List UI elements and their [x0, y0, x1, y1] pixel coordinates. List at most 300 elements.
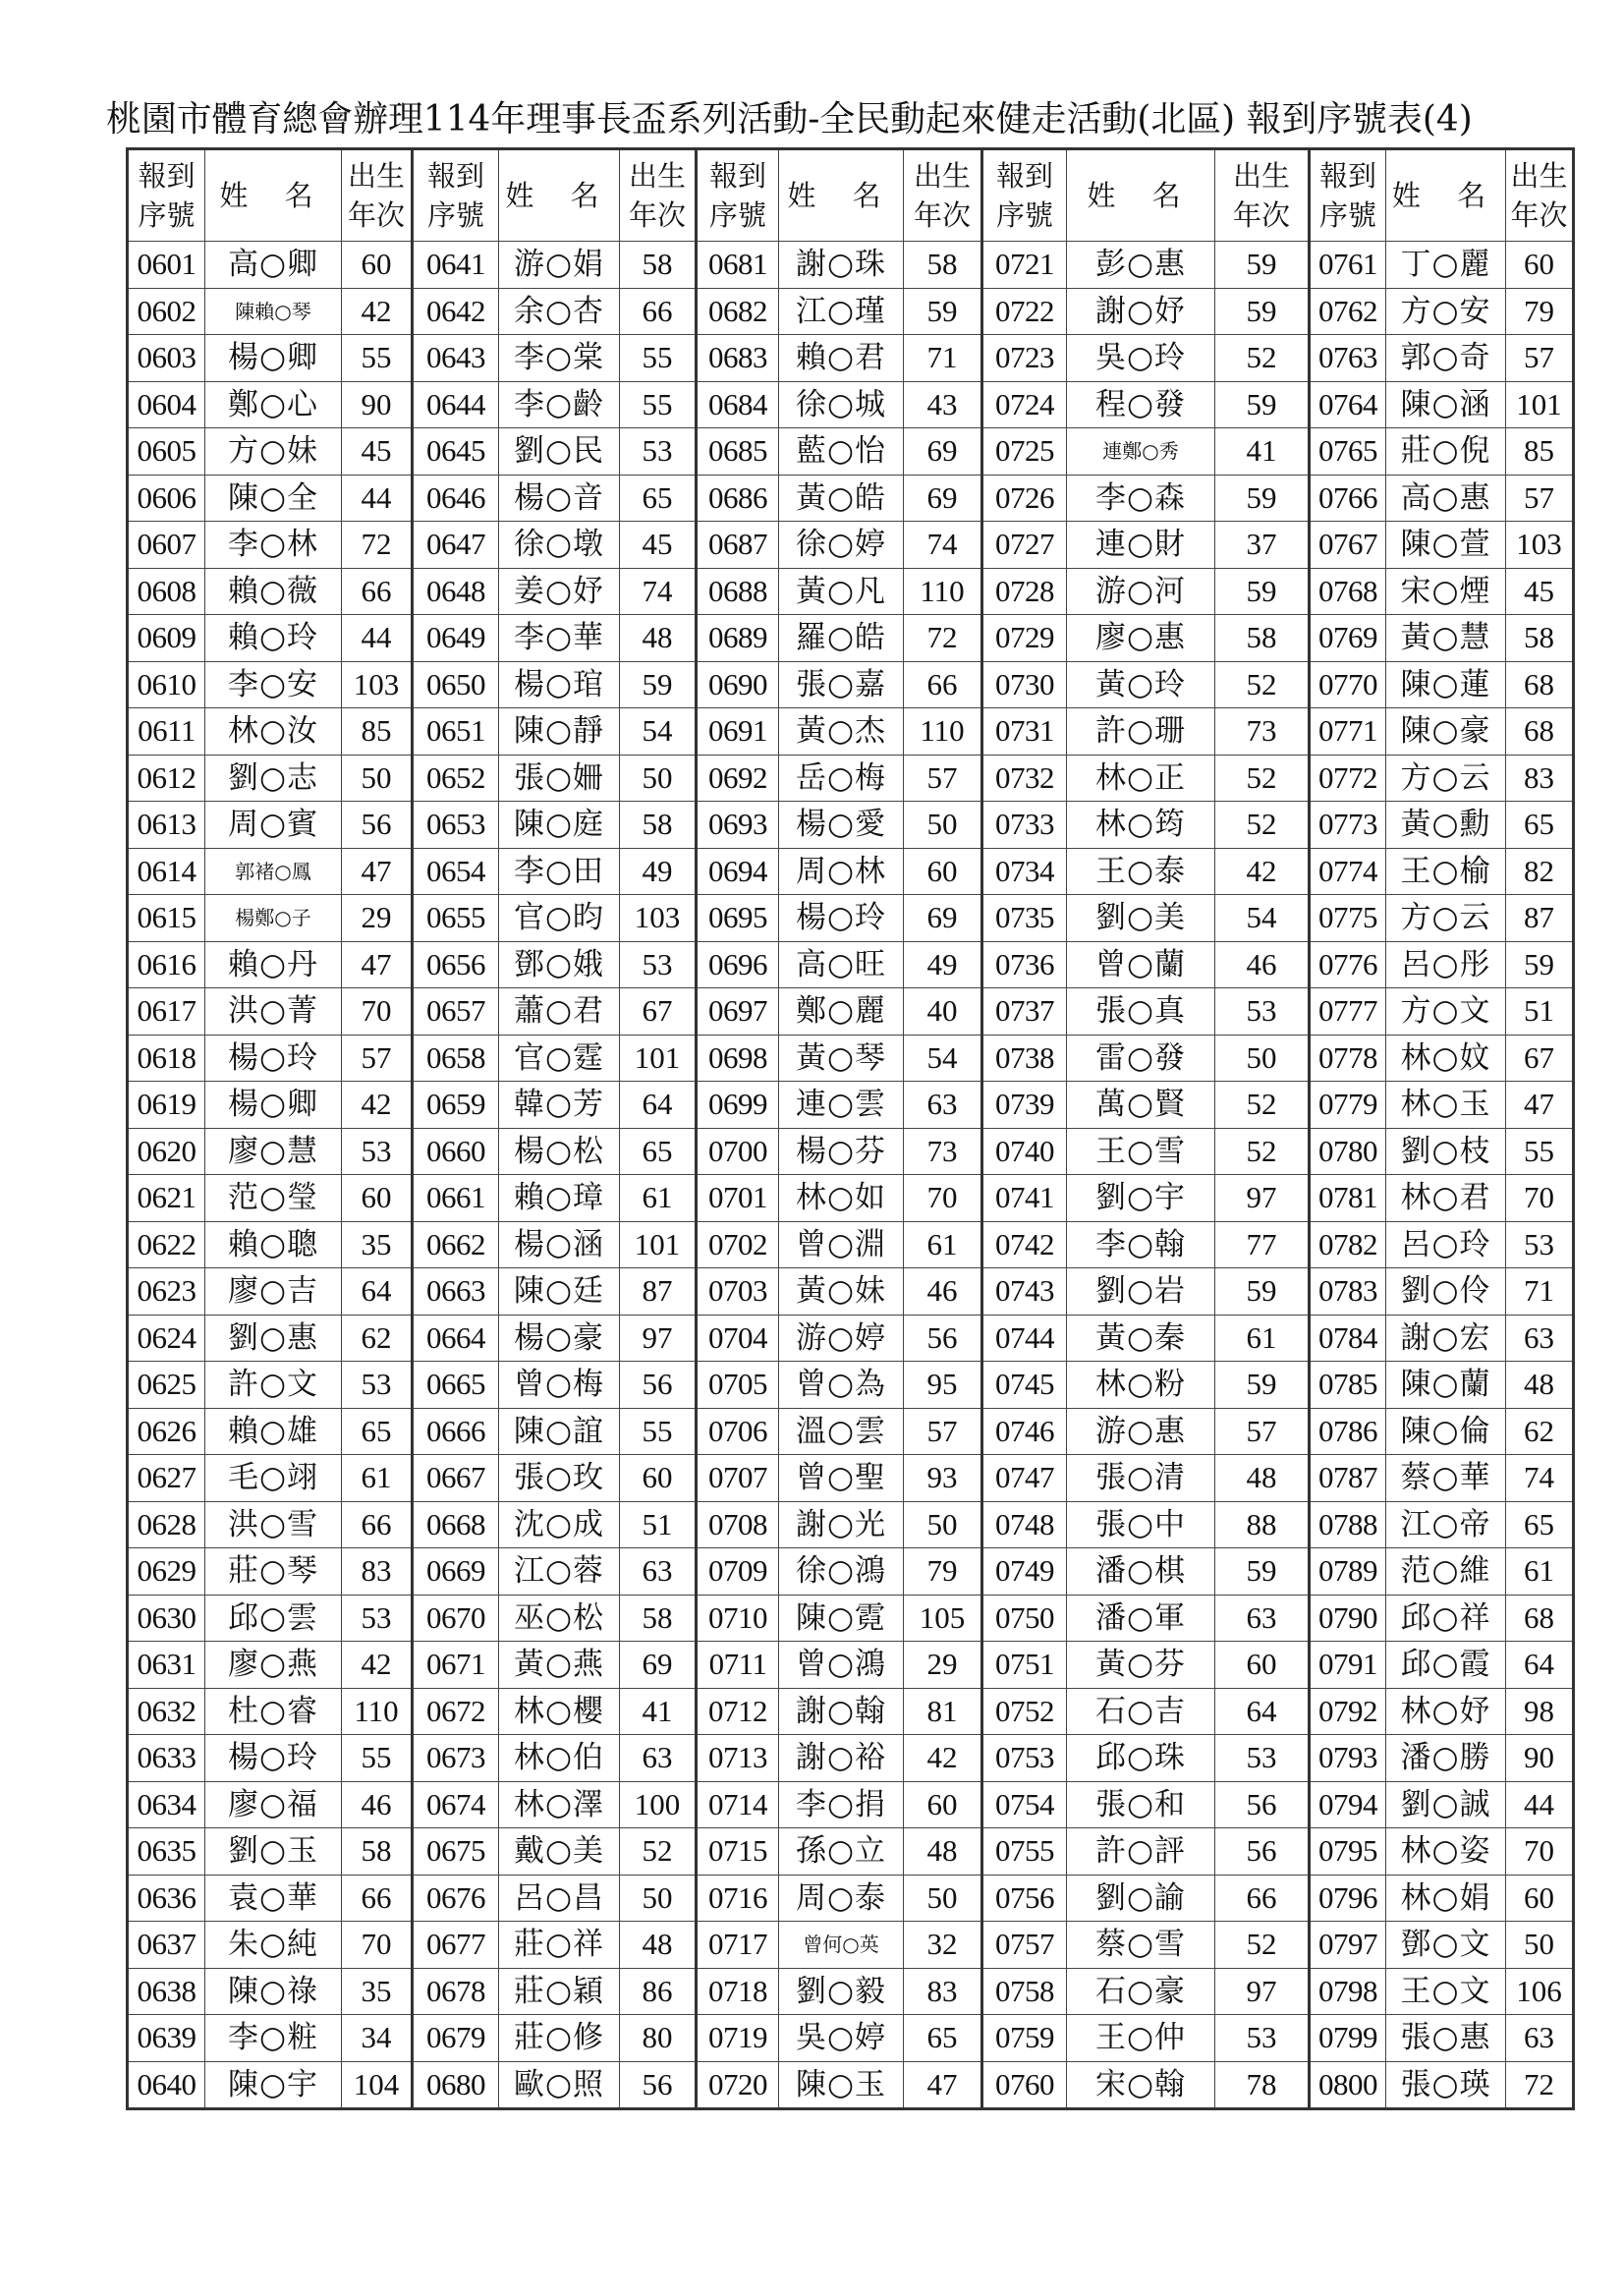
participant-name: 張○惠: [1386, 2015, 1506, 2062]
check-in-number: 0616: [128, 941, 205, 988]
birth-year: 53: [1506, 1221, 1574, 1268]
participant-name: 劉○伶: [1386, 1268, 1506, 1316]
birth-year: 69: [904, 475, 982, 522]
participant-name: 賴○薇: [205, 568, 342, 615]
birth-year: 70: [342, 988, 413, 1036]
participant-name: 莊○祥: [499, 1922, 620, 1969]
participant-name: 張○真: [1067, 988, 1215, 1036]
birth-year: 110: [904, 568, 982, 615]
participant-name: 楊○玲: [205, 1035, 342, 1082]
birth-year: 86: [620, 1968, 697, 2015]
check-in-number: 0744: [982, 1315, 1067, 1362]
participant-name: 林○粉: [1067, 1362, 1215, 1409]
participant-name: 張○姍: [499, 755, 620, 802]
participant-name: 劉○諭: [1067, 1875, 1215, 1922]
check-in-number: 0683: [697, 335, 779, 382]
birth-year: 55: [620, 1408, 697, 1455]
header-label: 報到: [995, 159, 1053, 193]
header-label: 姓 名: [1087, 179, 1195, 212]
check-in-number: 0689: [697, 615, 779, 662]
birth-year: 103: [1506, 522, 1574, 569]
participant-name: 林○筠: [1067, 802, 1215, 849]
participant-name: 曾○聖: [779, 1455, 904, 1502]
birth-year: 60: [620, 1455, 697, 1502]
participant-name: 呂○玲: [1386, 1221, 1506, 1268]
header-label: 出生: [628, 159, 686, 193]
participant-name: 廖○福: [205, 1781, 342, 1828]
birth-year: 74: [904, 522, 982, 569]
check-in-number: 0658: [413, 1035, 499, 1082]
participant-name: 徐○城: [779, 381, 904, 428]
participant-name: 余○杏: [499, 288, 620, 335]
birth-year: 59: [1215, 475, 1310, 522]
table-row: [128, 428, 1574, 476]
birth-year: 73: [1215, 708, 1310, 756]
participant-name: 劉○民: [499, 428, 620, 476]
check-in-number: 0798: [1310, 1968, 1386, 2015]
participant-name: 沈○成: [499, 1501, 620, 1548]
participant-name: 李○翰: [1067, 1221, 1215, 1268]
participant-name: 黃○凡: [779, 568, 904, 615]
birth-year: 56: [620, 1362, 697, 1409]
participant-name: 鄧○娥: [499, 941, 620, 988]
check-in-number: 0633: [128, 1735, 205, 1782]
check-in-number: 0796: [1310, 1875, 1386, 1922]
birth-year: 110: [904, 708, 982, 756]
check-in-number: 0653: [413, 802, 499, 849]
participant-name: 劉○志: [205, 755, 342, 802]
participant-name: 楊鄭○子: [205, 895, 342, 942]
birth-year: 50: [904, 1875, 982, 1922]
participant-name: 官○霆: [499, 1035, 620, 1082]
birth-year: 55: [1506, 1128, 1574, 1175]
participant-name: 林○玉: [1386, 1082, 1506, 1129]
header-check-in-number: [128, 149, 205, 242]
header-check-in-number: [697, 149, 779, 242]
birth-year: 101: [1506, 381, 1574, 428]
birth-year: 85: [1506, 428, 1574, 476]
participant-name: 石○豪: [1067, 1968, 1215, 2015]
birth-year: 81: [904, 1688, 982, 1735]
birth-year: 88: [1215, 1501, 1310, 1548]
birth-year: 53: [620, 941, 697, 988]
birth-year: 52: [1215, 1082, 1310, 1129]
participant-name: 袁○華: [205, 1875, 342, 1922]
header-birth-year: [1506, 149, 1574, 242]
birth-year: 69: [620, 1642, 697, 1689]
participant-name: 蕭○君: [499, 988, 620, 1036]
check-in-number: 0648: [413, 568, 499, 615]
participant-name: 藍○怡: [779, 428, 904, 476]
participant-name: 周○賓: [205, 802, 342, 849]
participant-name: 謝○妤: [1067, 288, 1215, 335]
birth-year: 53: [342, 1595, 413, 1642]
check-in-number: 0783: [1310, 1268, 1386, 1316]
birth-year: 106: [1506, 1968, 1574, 2015]
participant-name: 高○惠: [1386, 475, 1506, 522]
birth-year: 47: [342, 848, 413, 895]
participant-name: 黃○玲: [1067, 661, 1215, 708]
participant-name: 江○帝: [1386, 1501, 1506, 1548]
participant-name: 楊○卿: [205, 1082, 342, 1129]
participant-name: 劉○岩: [1067, 1268, 1215, 1316]
birth-year: 87: [1506, 895, 1574, 942]
birth-year: 41: [620, 1688, 697, 1735]
participant-name: 范○瑩: [205, 1175, 342, 1222]
check-in-number: 0731: [982, 708, 1067, 756]
participant-name: 劉○誠: [1386, 1781, 1506, 1828]
check-in-number: 0742: [982, 1221, 1067, 1268]
birth-year: 48: [1215, 1455, 1310, 1502]
birth-year: 58: [620, 242, 697, 289]
birth-year: 103: [620, 895, 697, 942]
table-row: [128, 1268, 1574, 1316]
participant-name: 洪○雪: [205, 1501, 342, 1548]
header-name: [779, 149, 904, 242]
check-in-number: 0670: [413, 1595, 499, 1642]
header-birth-year: [904, 149, 982, 242]
participant-name: 潘○棋: [1067, 1548, 1215, 1596]
check-in-number: 0722: [982, 288, 1067, 335]
header-label: 序號: [138, 198, 196, 232]
check-in-number: 0655: [413, 895, 499, 942]
page-title: 桃園市體育總會辦理114年理事長盃系列活動-全民動起來健走活動(北區) 報到序號表(4): [106, 99, 1473, 140]
birth-year: 41: [1215, 428, 1310, 476]
check-in-number: 0726: [982, 475, 1067, 522]
check-in-number: 0654: [413, 848, 499, 895]
participant-name: 劉○玉: [205, 1828, 342, 1876]
check-in-number: 0723: [982, 335, 1067, 382]
participant-name: 陳○倫: [1386, 1408, 1506, 1455]
table-row: [128, 1362, 1574, 1409]
check-in-number: 0627: [128, 1455, 205, 1502]
birth-year: 68: [1506, 708, 1574, 756]
participant-name: 方○妹: [205, 428, 342, 476]
birth-year: 52: [1215, 1922, 1310, 1969]
participant-name: 程○發: [1067, 381, 1215, 428]
participant-name: 李○華: [499, 615, 620, 662]
participant-name: 李○林: [205, 522, 342, 569]
check-in-number: 0686: [697, 475, 779, 522]
participant-name: 許○珊: [1067, 708, 1215, 756]
birth-year: 42: [342, 1082, 413, 1129]
check-in-number: 0740: [982, 1128, 1067, 1175]
check-in-number: 0794: [1310, 1781, 1386, 1828]
check-in-number: 0680: [413, 2061, 499, 2109]
check-in-number: 0703: [697, 1268, 779, 1316]
birth-year: 53: [1215, 1735, 1310, 1782]
header-label: 報到: [1318, 159, 1376, 193]
check-in-number: 0736: [982, 941, 1067, 988]
birth-year: 48: [620, 615, 697, 662]
participant-name: 莊○穎: [499, 1968, 620, 2015]
birth-year: 58: [620, 802, 697, 849]
participant-name: 陳○宇: [205, 2061, 342, 2109]
check-in-number: 0652: [413, 755, 499, 802]
birth-year: 78: [1215, 2061, 1310, 2109]
check-in-number: 0747: [982, 1455, 1067, 1502]
participant-name: 姜○妤: [499, 568, 620, 615]
check-in-number: 0799: [1310, 2015, 1386, 2062]
header-check-in-number: [982, 149, 1067, 242]
participant-name: 楊○松: [499, 1128, 620, 1175]
birth-year: 71: [1506, 1268, 1574, 1316]
table-row: [128, 1735, 1574, 1782]
participant-name: 陳○庭: [499, 802, 620, 849]
check-in-number: 0620: [128, 1128, 205, 1175]
check-in-number: 0751: [982, 1642, 1067, 1689]
check-in-number: 0665: [413, 1362, 499, 1409]
participant-name: 徐○墩: [499, 522, 620, 569]
birth-year: 35: [342, 1968, 413, 2015]
participant-name: 游○娟: [499, 242, 620, 289]
birth-year: 68: [1506, 661, 1574, 708]
check-in-number: 0650: [413, 661, 499, 708]
birth-year: 48: [1506, 1362, 1574, 1409]
birth-year: 61: [1215, 1315, 1310, 1362]
participant-name: 洪○菁: [205, 988, 342, 1036]
participant-name: 林○娟: [1386, 1875, 1506, 1922]
participant-name: 林○汝: [205, 708, 342, 756]
check-in-number: 0739: [982, 1082, 1067, 1129]
birth-year: 60: [904, 848, 982, 895]
birth-year: 42: [1215, 848, 1310, 895]
birth-year: 35: [342, 1221, 413, 1268]
check-in-number: 0777: [1310, 988, 1386, 1036]
participant-name: 潘○軍: [1067, 1595, 1215, 1642]
birth-year: 63: [1506, 1315, 1574, 1362]
birth-year: 66: [620, 288, 697, 335]
birth-year: 83: [1506, 755, 1574, 802]
participant-name: 曾○淵: [779, 1221, 904, 1268]
participant-name: 連○財: [1067, 522, 1215, 569]
table-row: [128, 381, 1574, 428]
participant-name: 潘○勝: [1386, 1735, 1506, 1782]
check-in-number: 0615: [128, 895, 205, 942]
table-row: [128, 2061, 1574, 2109]
birth-year: 65: [1506, 802, 1574, 849]
birth-year: 52: [1215, 335, 1310, 382]
check-in-number: 0695: [697, 895, 779, 942]
birth-year: 105: [904, 1595, 982, 1642]
check-in-number: 0774: [1310, 848, 1386, 895]
check-in-number: 0623: [128, 1268, 205, 1316]
birth-year: 50: [904, 802, 982, 849]
participant-name: 鄭○心: [205, 381, 342, 428]
check-in-number: 0667: [413, 1455, 499, 1502]
participant-name: 李○田: [499, 848, 620, 895]
birth-year: 60: [1506, 1875, 1574, 1922]
participant-name: 廖○慧: [205, 1128, 342, 1175]
check-in-number: 0668: [413, 1501, 499, 1548]
birth-year: 93: [904, 1455, 982, 1502]
birth-year: 72: [342, 522, 413, 569]
birth-year: 50: [1506, 1922, 1574, 1969]
table-row: [128, 802, 1574, 849]
birth-year: 58: [620, 1595, 697, 1642]
table-row: [128, 2015, 1574, 2062]
birth-year: 83: [342, 1548, 413, 1596]
header-label: 出生: [1510, 159, 1568, 193]
participant-name: 雷○發: [1067, 1035, 1215, 1082]
birth-year: 51: [1506, 988, 1574, 1036]
participant-name: 賴○君: [779, 335, 904, 382]
header-label: 年次: [1510, 198, 1568, 232]
participant-name: 楊○涵: [499, 1221, 620, 1268]
birth-year: 98: [1506, 1688, 1574, 1735]
check-in-number: 0714: [697, 1781, 779, 1828]
birth-year: 48: [904, 1828, 982, 1876]
birth-year: 69: [904, 428, 982, 476]
birth-year: 54: [1215, 895, 1310, 942]
birth-year: 52: [1215, 755, 1310, 802]
check-in-number: 0784: [1310, 1315, 1386, 1362]
birth-year: 58: [904, 242, 982, 289]
check-in-number: 0608: [128, 568, 205, 615]
birth-year: 65: [620, 1128, 697, 1175]
birth-year: 59: [1506, 941, 1574, 988]
participant-name: 賴○玲: [205, 615, 342, 662]
check-in-number: 0630: [128, 1595, 205, 1642]
check-in-number: 0632: [128, 1688, 205, 1735]
participant-name: 溫○雲: [779, 1408, 904, 1455]
check-in-number: 0728: [982, 568, 1067, 615]
participant-name: 莊○倪: [1386, 428, 1506, 476]
check-in-number: 0613: [128, 802, 205, 849]
birth-year: 58: [1215, 615, 1310, 662]
birth-year: 56: [1215, 1828, 1310, 1876]
participant-name: 黃○秦: [1067, 1315, 1215, 1362]
birth-year: 53: [1215, 2015, 1310, 2062]
check-in-number: 0677: [413, 1922, 499, 1969]
table-row: [128, 895, 1574, 942]
birth-year: 90: [342, 381, 413, 428]
table-row: [128, 661, 1574, 708]
participant-name: 曾○鴻: [779, 1642, 904, 1689]
check-in-number: 0707: [697, 1455, 779, 1502]
birth-year: 70: [342, 1922, 413, 1969]
check-in-number: 0729: [982, 615, 1067, 662]
birth-year: 59: [1215, 568, 1310, 615]
check-in-number: 0766: [1310, 475, 1386, 522]
check-in-number: 0642: [413, 288, 499, 335]
check-in-number: 0605: [128, 428, 205, 476]
participant-name: 張○和: [1067, 1781, 1215, 1828]
birth-year: 73: [904, 1128, 982, 1175]
participant-name: 郭○奇: [1386, 335, 1506, 382]
birth-year: 56: [342, 802, 413, 849]
participant-name: 楊○愛: [779, 802, 904, 849]
participant-name: 林○姿: [1386, 1828, 1506, 1876]
participant-name: 劉○惠: [205, 1315, 342, 1362]
check-in-number: 0644: [413, 381, 499, 428]
participant-name: 韓○芳: [499, 1082, 620, 1129]
participant-name: 王○泰: [1067, 848, 1215, 895]
birth-year: 67: [1506, 1035, 1574, 1082]
check-in-number: 0773: [1310, 802, 1386, 849]
birth-year: 50: [904, 1501, 982, 1548]
participant-name: 方○文: [1386, 988, 1506, 1036]
birth-year: 57: [1215, 1408, 1310, 1455]
participant-name: 吳○婷: [779, 2015, 904, 2062]
check-in-number: 0793: [1310, 1735, 1386, 1782]
participant-name: 黃○杰: [779, 708, 904, 756]
check-in-number: 0602: [128, 288, 205, 335]
birth-year: 95: [904, 1362, 982, 1409]
check-in-number: 0756: [982, 1875, 1067, 1922]
header-label: 年次: [628, 198, 686, 232]
birth-year: 52: [1215, 1128, 1310, 1175]
birth-year: 53: [342, 1362, 413, 1409]
participant-name: 賴○聰: [205, 1221, 342, 1268]
participant-name: 彭○惠: [1067, 242, 1215, 289]
check-in-number: 0738: [982, 1035, 1067, 1082]
header-label: 出生: [913, 159, 971, 193]
check-in-number: 0734: [982, 848, 1067, 895]
participant-name: 鄭○麗: [779, 988, 904, 1036]
participant-name: 吳○玲: [1067, 335, 1215, 382]
participant-name: 莊○修: [499, 2015, 620, 2062]
birth-year: 56: [1215, 1781, 1310, 1828]
birth-year: 47: [904, 2061, 982, 2109]
check-in-number: 0780: [1310, 1128, 1386, 1175]
header-label: 姓 名: [787, 179, 895, 212]
birth-year: 65: [1506, 1501, 1574, 1548]
table-row: [128, 1035, 1574, 1082]
birth-year: 44: [1506, 1781, 1574, 1828]
check-in-number: 0693: [697, 802, 779, 849]
participant-name: 范○維: [1386, 1548, 1506, 1596]
birth-year: 57: [1506, 335, 1574, 382]
check-in-number: 0697: [697, 988, 779, 1036]
birth-year: 46: [1215, 941, 1310, 988]
birth-year: 50: [620, 1875, 697, 1922]
birth-year: 64: [1215, 1688, 1310, 1735]
birth-year: 60: [1215, 1642, 1310, 1689]
check-in-number: 0662: [413, 1221, 499, 1268]
check-in-number: 0758: [982, 1968, 1067, 2015]
check-in-number: 0748: [982, 1501, 1067, 1548]
participant-name: 朱○純: [205, 1922, 342, 1969]
check-in-number: 0638: [128, 1968, 205, 2015]
check-in-number: 0759: [982, 2015, 1067, 2062]
participant-name: 王○文: [1386, 1968, 1506, 2015]
birth-year: 63: [1506, 2015, 1574, 2062]
check-in-number: 0694: [697, 848, 779, 895]
participant-name: 黃○勳: [1386, 802, 1506, 849]
participant-name: 孫○立: [779, 1828, 904, 1876]
check-in-number: 0603: [128, 335, 205, 382]
participant-name: 黃○琴: [779, 1035, 904, 1082]
check-in-number: 0678: [413, 1968, 499, 2015]
check-in-number: 0646: [413, 475, 499, 522]
participant-name: 謝○裕: [779, 1735, 904, 1782]
participant-name: 賴○丹: [205, 941, 342, 988]
participant-name: 徐○婷: [779, 522, 904, 569]
header-label: 年次: [347, 198, 405, 232]
participant-name: 羅○皓: [779, 615, 904, 662]
participant-name: 黃○燕: [499, 1642, 620, 1689]
birth-year: 59: [1215, 1268, 1310, 1316]
participant-name: 陳○靜: [499, 708, 620, 756]
table-row: [128, 568, 1574, 615]
participant-name: 謝○翰: [779, 1688, 904, 1735]
birth-year: 37: [1215, 522, 1310, 569]
check-in-number: 0624: [128, 1315, 205, 1362]
check-in-number: 0679: [413, 2015, 499, 2062]
birth-year: 66: [1215, 1875, 1310, 1922]
birth-year: 63: [904, 1082, 982, 1129]
